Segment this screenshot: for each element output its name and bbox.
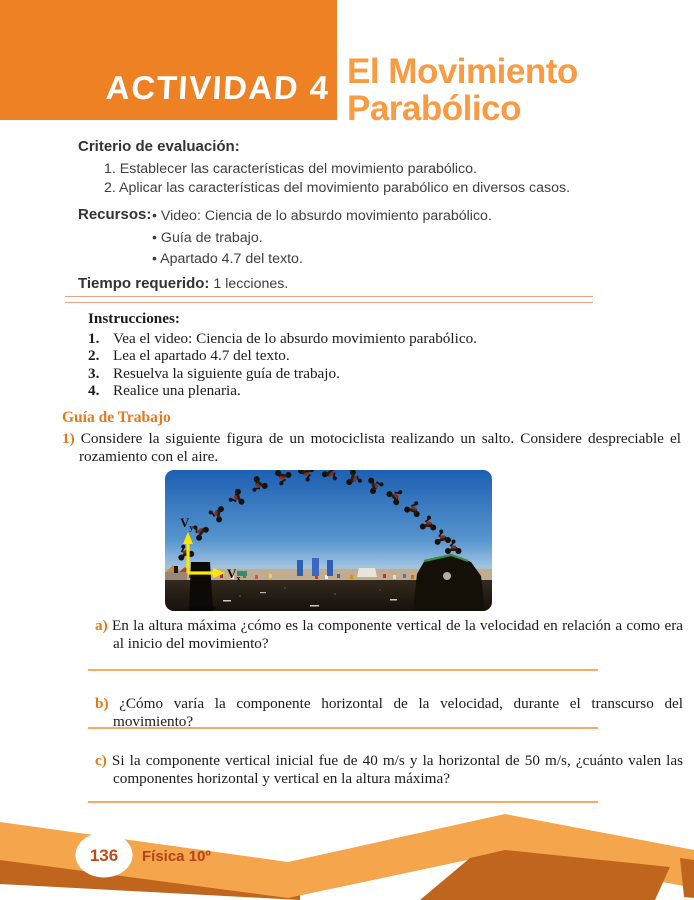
instruction-item	[88, 365, 663, 383]
page-title-line2: Parabólico	[347, 89, 521, 128]
question-text: En la altura máxima ¿cómo es la componente vertical de la velocidad en relación a como era al inicio del movimiento?	[111, 617, 683, 652]
question-text: ¿Cómo varía la componente horizontal de la velocidad, durante el transcurso del movimiento?	[113, 695, 684, 730]
worksheet-item-1	[62, 430, 681, 465]
footer-ribbon-sliver	[680, 858, 694, 898]
vy-label: $V_y$	[180, 515, 194, 532]
item-number: 1)	[62, 430, 75, 447]
activity-banner	[0, 0, 337, 120]
subject-label: Física 10º	[142, 848, 211, 865]
question-text: Si la componente vertical inicial fue de 40 m/s y la horizontal de 50 m/s, ¿cuánto valen las componentes horizontal y vertical en la altura máxima?	[111, 752, 683, 787]
instruction-number: 1.	[88, 329, 100, 347]
resources-label: Recursos:	[78, 206, 152, 223]
instruction-text: Vea el video: Ciencia de lo absurdo movimiento parabólico.	[113, 329, 477, 347]
instruction-number: 4.	[88, 382, 100, 399]
instruction-item	[88, 347, 663, 365]
time-required-label: Tiempo requerido:	[78, 275, 210, 292]
criteria-item: 1. Establecer las características del movimiento parabólico.	[104, 161, 477, 177]
instruction-number: 2.	[88, 347, 100, 364]
footer-ribbon	[0, 810, 694, 900]
criteria-section	[78, 138, 648, 198]
activity-banner-label: ACTIVIDAD 4	[105, 69, 331, 106]
question-letter: b)	[95, 695, 109, 712]
motorcycle-jump-photo	[165, 470, 492, 611]
criteria-label: Criterio de evaluación:	[78, 138, 240, 155]
time-required-value: 1 lecciones.	[213, 276, 289, 292]
question-a	[95, 617, 683, 652]
instructions-section	[88, 310, 663, 400]
section-divider	[65, 296, 593, 303]
instruction-item	[88, 382, 663, 400]
criteria-item: 2. Aplicar las características del movimiento parabólico en diversos casos.	[104, 180, 571, 196]
motorcycle-jump-illustration	[165, 470, 492, 611]
time-required	[78, 275, 288, 292]
page-title	[347, 53, 578, 127]
vx-label: $V_x$	[227, 566, 241, 583]
page-footer	[0, 810, 694, 900]
worksheet-heading: Guía de Trabajo	[62, 409, 171, 426]
instruction-text: Realice una plenaria.	[113, 382, 241, 399]
resource-item: • Video: Ciencia de lo absurdo movimiento parabólico.	[152, 208, 492, 224]
instructions-label: Instrucciones:	[88, 310, 180, 327]
question-letter: a)	[95, 617, 108, 634]
instruction-text: Resuelva la siguiente guía de trabajo.	[113, 364, 340, 382]
page-number: 136	[89, 846, 119, 865]
page-title-line1: El Movimiento	[347, 52, 578, 91]
answer-line-a[interactable]	[88, 669, 598, 671]
instruction-number: 3.	[88, 364, 100, 382]
resource-item: • Guía de trabajo.	[152, 229, 263, 246]
answer-line-b[interactable]	[88, 727, 598, 729]
instruction-item	[88, 330, 663, 348]
answer-line-c[interactable]	[88, 801, 598, 803]
question-letter: c)	[95, 752, 107, 769]
instruction-text: Lea el apartado 4.7 del texto.	[113, 347, 290, 364]
resources-section	[78, 206, 648, 271]
question-c	[95, 752, 683, 787]
question-b	[95, 695, 683, 730]
item-text: Considere la siguiente figura de un motociclista realizando un salto. Considere despreciable el rozamiento con el aire.	[79, 430, 681, 465]
resource-item: • Apartado 4.7 del texto.	[152, 251, 303, 267]
